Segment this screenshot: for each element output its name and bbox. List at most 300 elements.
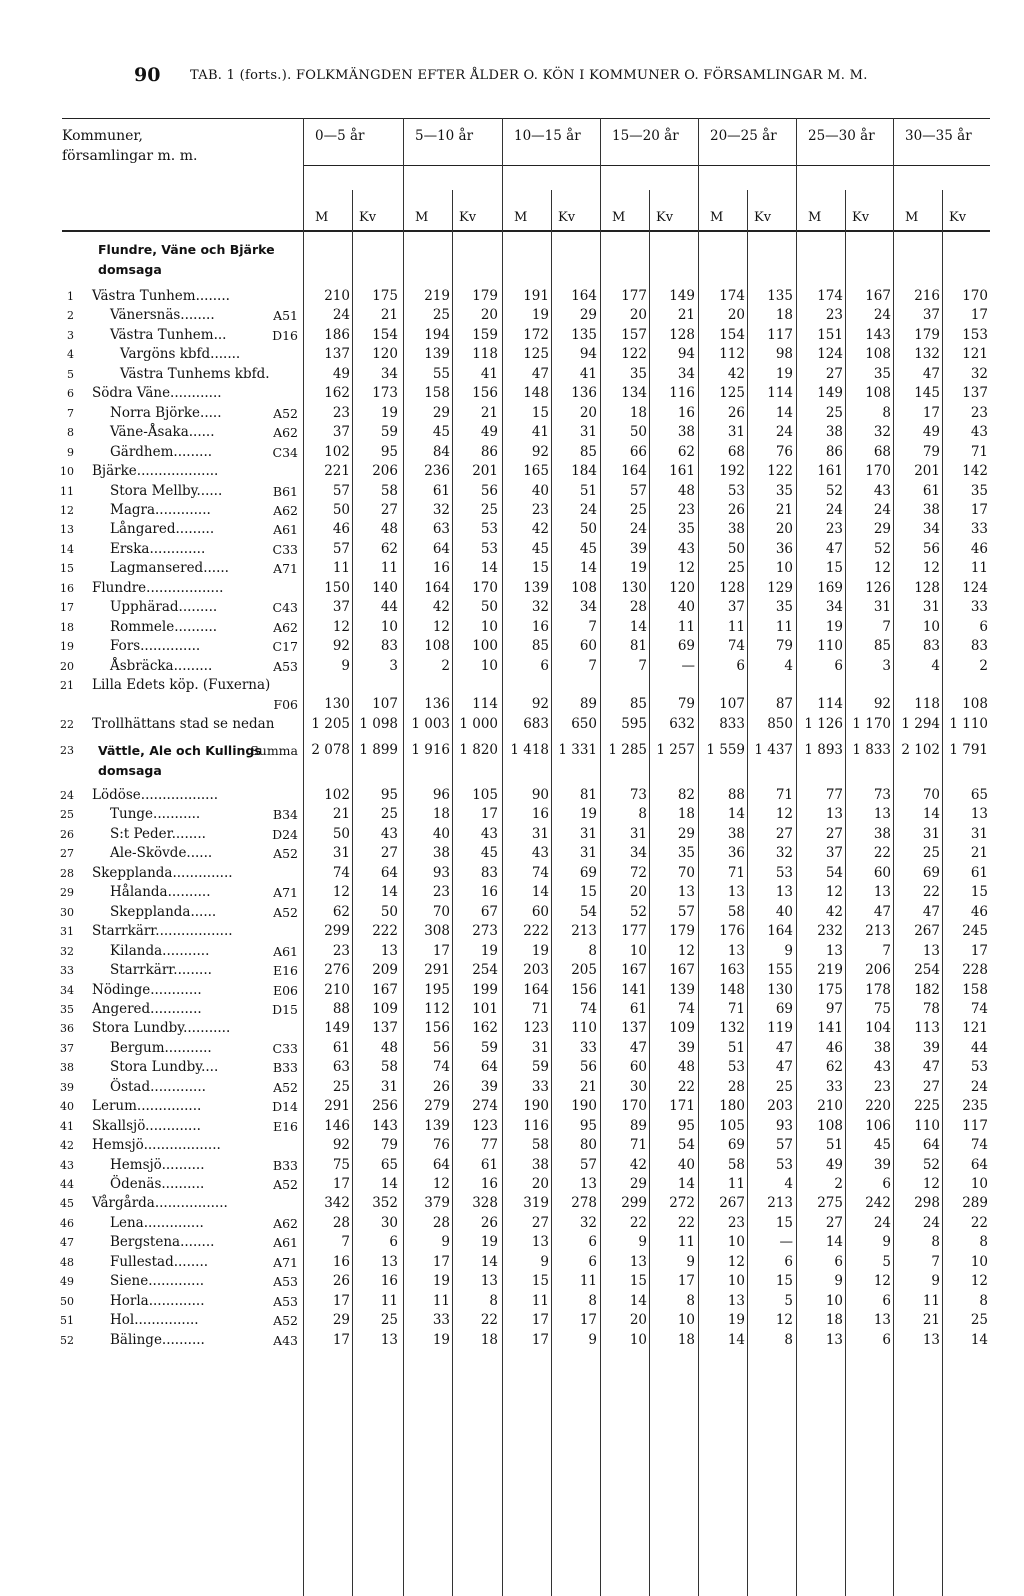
table-cell: 11 [531, 1292, 549, 1309]
row-name: Bjärke................... [92, 463, 219, 480]
row-number: 45 [60, 1197, 74, 1211]
table-cell: 12 [677, 942, 695, 959]
table-cell: 38 [727, 825, 745, 842]
table-cell: 129 [767, 579, 793, 596]
table-cell: 45 [480, 845, 498, 862]
table-cell: 21 [579, 1078, 597, 1095]
table-cell: 53 [775, 864, 793, 881]
table-cell: 14 [727, 1331, 745, 1348]
row-name: Vårgårda................. [92, 1195, 228, 1212]
table-cell: 61 [480, 1156, 498, 1173]
table-cell: 8 [979, 1234, 988, 1251]
row-number: 49 [60, 1275, 74, 1289]
table-cell: 39 [922, 1039, 940, 1056]
sex-header-male: M [612, 210, 626, 225]
table-cell: 158 [424, 385, 450, 402]
table-cell: 1 170 [852, 715, 891, 732]
table-cell: 850 [767, 715, 793, 732]
sex-header-male: M [905, 210, 919, 225]
parish-code: A71 [273, 1254, 298, 1270]
table-cell: 38 [825, 424, 843, 441]
table-cell: 171 [669, 1098, 695, 1115]
age-group-header: 15—20 år [612, 128, 679, 144]
table-cell: 48 [677, 1059, 695, 1076]
table-cell: 31 [380, 1078, 398, 1095]
table-cell: 9 [441, 1234, 450, 1251]
table-cell: 61 [629, 1000, 647, 1017]
table-cell: 37 [922, 307, 940, 324]
age-group-header: 25—30 år [808, 128, 875, 144]
row-name: Horla............. [110, 1292, 205, 1309]
table-cell: 62 [825, 1059, 843, 1076]
table-cell: 21 [332, 806, 350, 823]
row-name: Starrkärr.................. [92, 923, 233, 940]
table-cell: 20 [727, 307, 745, 324]
table-cell: 16 [480, 884, 498, 901]
table-cell: 26 [727, 404, 745, 421]
table-cell: 108 [865, 346, 891, 363]
table-cell: 13 [873, 806, 891, 823]
table-cell: 50 [579, 521, 597, 538]
parish-code: A52 [273, 846, 298, 862]
table-cell: 33 [432, 1312, 450, 1329]
table-cell: 150 [324, 579, 350, 596]
table-cell: 69 [727, 1137, 745, 1154]
table-cell: 24 [922, 1214, 940, 1231]
table-cell: 210 [817, 1098, 843, 1115]
table-cell: 6 [882, 1292, 891, 1309]
parish-code: E06 [272, 982, 298, 998]
table-cell: 57 [332, 482, 350, 499]
row-number: 25 [60, 808, 74, 822]
table-cell: 7 [341, 1234, 350, 1251]
table-cell: 92 [531, 696, 549, 713]
table-cell: 25 [480, 501, 498, 518]
table-cell: 328 [472, 1195, 498, 1212]
row-number: 42 [60, 1139, 74, 1153]
table-cell: 10 [727, 1234, 745, 1251]
table-cell: 164 [523, 981, 549, 998]
parish-code: C34 [272, 444, 298, 460]
table-cell: 93 [432, 864, 450, 881]
table-cell: 27 [825, 1214, 843, 1231]
table-cell: 19 [480, 942, 498, 959]
table-cell: 24 [775, 424, 793, 441]
row-number: 18 [60, 620, 74, 634]
parish-code: B33 [272, 1157, 298, 1173]
table-cell: 39 [873, 1156, 891, 1173]
table-cell: 23 [825, 307, 843, 324]
table-cell: 15 [825, 560, 843, 577]
table-cell: 23 [332, 404, 350, 421]
table-cell: 174 [817, 288, 843, 304]
table-cell: 113 [914, 1020, 940, 1037]
row-name: Tunge........... [110, 806, 201, 823]
parish-code: A53 [273, 1274, 298, 1290]
table-cell: 64 [922, 1137, 940, 1154]
table-cell: 299 [621, 1195, 647, 1212]
table-cell: 278 [571, 1195, 597, 1212]
table-cell: 25 [629, 501, 647, 518]
table-cell: 35 [629, 365, 647, 382]
table-cell: 175 [817, 981, 843, 998]
sex-header-female: Kv [949, 210, 967, 225]
row-number: 16 [60, 581, 74, 595]
row-name: Fullestad........ [110, 1253, 209, 1270]
row-name: Norra Björke..... [110, 404, 222, 421]
table-cell: 10 [775, 560, 793, 577]
table-cell: 140 [372, 579, 398, 596]
table-cell: 121 [962, 346, 988, 363]
table-cell: 8 [686, 1292, 695, 1309]
table-cell: 6 [540, 657, 549, 674]
table-cell: 137 [372, 1020, 398, 1037]
table-cell: 298 [914, 1195, 940, 1212]
table-cell: 136 [424, 696, 450, 713]
stub-header-line1: Kommuner, [62, 128, 143, 144]
table-cell: 8 [489, 1292, 498, 1309]
table-cell: 53 [775, 1156, 793, 1173]
table-cell: 15 [531, 560, 549, 577]
table-cell: 25 [775, 1078, 793, 1095]
row-number: 12 [60, 503, 74, 517]
sex-header-female: Kv [852, 210, 870, 225]
table-cell: 74 [579, 1000, 597, 1017]
table-cell: 117 [962, 1117, 988, 1134]
table-cell: 38 [677, 424, 695, 441]
table-cell: 13 [775, 884, 793, 901]
table-cell: 595 [621, 715, 647, 732]
table-cell: 12 [873, 560, 891, 577]
table-cell: 276 [324, 962, 350, 979]
table-cell: 32 [432, 501, 450, 518]
table-cell: 40 [677, 1156, 695, 1173]
table-cell: 24 [629, 521, 647, 538]
sex-header-male: M [514, 210, 528, 225]
table-cell: 5 [882, 1253, 891, 1270]
table-cell: 19 [775, 365, 793, 382]
table-cell: 23 [677, 501, 695, 518]
table-cell: 92 [873, 696, 891, 713]
table-cell: 94 [677, 346, 695, 363]
table-cell: 8 [979, 1292, 988, 1309]
table-cell: 20 [531, 1176, 549, 1192]
table-cell: 25 [380, 806, 398, 823]
table-cell: 121 [962, 1020, 988, 1037]
row-number: 19 [60, 640, 74, 654]
table-cell: 10 [629, 942, 647, 959]
table-cell: 1 893 [804, 741, 843, 758]
table-cell: 1 285 [608, 741, 647, 758]
table-cell: 14 [480, 560, 498, 577]
group-title: domsaga [98, 262, 162, 277]
table-cell: 13 [922, 1331, 940, 1348]
table-cell: 164 [621, 463, 647, 480]
table-cell: 170 [621, 1098, 647, 1115]
table-cell: 191 [523, 288, 549, 304]
table-cell: 48 [677, 482, 695, 499]
table-cell: 47 [531, 365, 549, 382]
row-number: 43 [60, 1158, 74, 1172]
table-cell: 25 [432, 307, 450, 324]
table-cell: 38 [531, 1156, 549, 1173]
table-cell: 29 [579, 307, 597, 324]
row-name: Hemsjö.......... [110, 1156, 205, 1173]
table-cell: 650 [571, 715, 597, 732]
table-cell: 50 [629, 424, 647, 441]
table-cell: 4 [784, 1176, 793, 1192]
table-cell: 68 [727, 443, 745, 460]
sex-header-female: Kv [359, 210, 377, 225]
table-cell: 66 [629, 443, 647, 460]
table-cell: 37 [332, 599, 350, 616]
table-cell: 89 [629, 1117, 647, 1134]
table-cell: 38 [922, 501, 940, 518]
table-cell: 279 [424, 1098, 450, 1115]
age-group-header: 10—15 år [514, 128, 581, 144]
table-cell: 291 [424, 962, 450, 979]
table-cell: 18 [677, 806, 695, 823]
table-cell: 165 [523, 463, 549, 480]
table-cell: 15 [531, 1273, 549, 1290]
table-cell: 139 [424, 346, 450, 363]
table-cell: 43 [970, 424, 988, 441]
table-cell: 47 [922, 903, 940, 920]
table-cell: 169 [817, 579, 843, 596]
table-cell: 17 [922, 404, 940, 421]
table-cell: 102 [324, 443, 350, 460]
table-cell: 6 [588, 1234, 597, 1251]
table-cell: 17 [970, 307, 988, 324]
table-cell: 27 [380, 501, 398, 518]
table-cell: 164 [767, 923, 793, 940]
table-cell: 29 [677, 825, 695, 842]
row-name: Lagmansered...... [110, 560, 229, 577]
row-number: 26 [60, 827, 74, 841]
table-cell: 20 [480, 307, 498, 324]
table-cell: 74 [970, 1137, 988, 1154]
table-cell: 42 [629, 1156, 647, 1173]
table-cell: 12 [775, 806, 793, 823]
group-title: Vättle, Ale och Kullings [98, 743, 262, 758]
table-cell: 54 [825, 864, 843, 881]
table-cell: 132 [719, 1020, 745, 1037]
table-cell: 125 [523, 346, 549, 363]
row-number: 17 [60, 601, 74, 615]
table-cell: 11 [677, 1234, 695, 1251]
table-cell: 16 [432, 560, 450, 577]
table-cell: 120 [372, 346, 398, 363]
row-number: 52 [60, 1333, 74, 1347]
table-cell: 136 [571, 385, 597, 402]
table-cell: 75 [332, 1156, 350, 1173]
table-cell: 57 [775, 1137, 793, 1154]
table-cell: 29 [629, 1176, 647, 1192]
parish-code: A52 [273, 1079, 298, 1095]
row-name: Trollhättans stad se nedan [92, 715, 275, 732]
table-cell: 9 [784, 942, 793, 959]
table-title: TAB. 1 (forts.). FOLKMÄNGDEN EFTER ÅLDER O. KÖN I KOMMUNER O. FÖRSAMLINGAR M. M. [190, 68, 868, 83]
table-cell: 175 [372, 288, 398, 304]
table-cell: 24 [825, 501, 843, 518]
row-name: Södra Väne............ [92, 385, 222, 402]
table-cell: 141 [621, 981, 647, 998]
table-cell: 39 [677, 1039, 695, 1056]
table-cell: 143 [865, 326, 891, 343]
table-cell: 6 [882, 1176, 891, 1192]
table-cell: 13 [727, 1292, 745, 1309]
table-cell: 110 [914, 1117, 940, 1134]
table-cell: 41 [531, 424, 549, 441]
sex-header-male: M [315, 210, 329, 225]
parish-code: E16 [272, 1118, 298, 1134]
table-cell: 13 [727, 942, 745, 959]
table-cell: 61 [922, 482, 940, 499]
table-cell: 47 [775, 1039, 793, 1056]
table-cell: 24 [970, 1078, 988, 1095]
table-cell: 142 [962, 463, 988, 480]
row-number: 21 [60, 679, 74, 692]
table-cell: 89 [579, 696, 597, 713]
table-cell: 254 [472, 962, 498, 979]
table-cell: 2 [441, 657, 450, 674]
table-cell: 6 [979, 618, 988, 635]
table-cell: 18 [775, 307, 793, 324]
table-cell: 52 [873, 540, 891, 557]
table-cell: 92 [332, 638, 350, 655]
table-cell: 56 [579, 1059, 597, 1076]
table-cell: 94 [579, 346, 597, 363]
table-cell: 31 [922, 599, 940, 616]
parish-code: E16 [272, 963, 298, 979]
header-bottom-rule [62, 230, 990, 232]
table-cell: 85 [873, 638, 891, 655]
table-cell: 164 [424, 579, 450, 596]
table-cell: 64 [432, 540, 450, 557]
table-cell: 1 331 [558, 741, 597, 758]
table-cell: 176 [719, 923, 745, 940]
parish-code: D14 [272, 1099, 298, 1115]
row-number: 38 [60, 1061, 74, 1075]
table-cell: 47 [922, 365, 940, 382]
table-cell: 153 [962, 326, 988, 343]
table-cell: 55 [432, 365, 450, 382]
table-cell: 1 437 [754, 741, 793, 758]
table-cell: 219 [424, 288, 450, 304]
table-cell: 15 [579, 884, 597, 901]
row-number: 33 [60, 964, 74, 978]
row-name: Lödöse.................. [92, 787, 219, 803]
row-number: 13 [60, 523, 74, 537]
table-cell: 179 [914, 326, 940, 343]
table-cell: 308 [424, 923, 450, 940]
table-cell: 13 [380, 1331, 398, 1348]
table-cell: 6 [834, 1253, 843, 1270]
table-cell: 19 [629, 560, 647, 577]
sex-header-male: M [415, 210, 429, 225]
table-cell: 60 [531, 903, 549, 920]
parish-code: A52 [273, 1177, 298, 1192]
table-cell: 170 [865, 463, 891, 480]
table-cell: 12 [432, 1176, 450, 1192]
table-cell: 225 [914, 1098, 940, 1115]
table-cell: 39 [480, 1078, 498, 1095]
parish-code: A52 [273, 1313, 298, 1329]
table-cell: 69 [579, 864, 597, 881]
table-cell: 60 [873, 864, 891, 881]
row-number: 39 [60, 1080, 74, 1094]
table-cell: 95 [579, 1117, 597, 1134]
table-cell: 134 [621, 385, 647, 402]
row-number: 29 [60, 886, 74, 900]
table-cell: 58 [531, 1137, 549, 1154]
table-cell: 22 [873, 845, 891, 862]
parish-code: A71 [273, 885, 298, 901]
row-name: S:t Peder........ [110, 825, 206, 842]
table-cell: 17 [531, 1331, 549, 1348]
table-cell: 21 [970, 845, 988, 862]
table-cell: 31 [922, 825, 940, 842]
table-cell: 19 [531, 942, 549, 959]
table-cell: 53 [480, 540, 498, 557]
table-cell: 86 [825, 443, 843, 460]
table-cell: 222 [372, 923, 398, 940]
table-cell: 95 [380, 787, 398, 803]
table-cell: 102 [324, 787, 350, 803]
table-cell: 101 [472, 1000, 498, 1017]
row-name: Vargöns kbfd....... [120, 346, 241, 363]
table-cell: 57 [579, 1156, 597, 1173]
table-cell: 69 [677, 638, 695, 655]
table-cell: 13 [825, 942, 843, 959]
table-cell: 83 [480, 864, 498, 881]
parish-code: A51 [273, 308, 298, 324]
table-cell: 23 [970, 404, 988, 421]
table-cell: 43 [531, 845, 549, 862]
sex-header-female: Kv [754, 210, 772, 225]
table-cell: 125 [719, 385, 745, 402]
table-cell: 155 [767, 962, 793, 979]
table-cell: 63 [432, 521, 450, 538]
table-cell: 61 [432, 482, 450, 499]
table-cell: 34 [629, 845, 647, 862]
table-cell: 14 [825, 1234, 843, 1251]
table-cell: 69 [922, 864, 940, 881]
row-name: Skepplanda...... [110, 903, 217, 920]
table-cell: 9 [834, 1273, 843, 1290]
table-cell: 73 [873, 787, 891, 803]
table-cell: 13 [825, 1331, 843, 1348]
table-cell: 190 [523, 1098, 549, 1115]
table-cell: 31 [332, 845, 350, 862]
table-cell: 42 [432, 599, 450, 616]
table-cell: 104 [865, 1020, 891, 1037]
table-cell: 34 [825, 599, 843, 616]
table-cell: 14 [380, 1176, 398, 1192]
table-cell: 156 [571, 981, 597, 998]
table-cell: 31 [727, 424, 745, 441]
table-cell: 15 [775, 1214, 793, 1231]
table-cell: 74 [432, 1059, 450, 1076]
table-cell: 242 [865, 1195, 891, 1212]
parish-code: C33 [272, 1040, 298, 1056]
table-cell: 1 257 [656, 741, 695, 758]
row-number: 48 [60, 1255, 74, 1269]
table-cell: 13 [531, 1234, 549, 1251]
table-cell: 10 [480, 657, 498, 674]
table-cell: 184 [571, 463, 597, 480]
table-cell: 47 [775, 1059, 793, 1076]
